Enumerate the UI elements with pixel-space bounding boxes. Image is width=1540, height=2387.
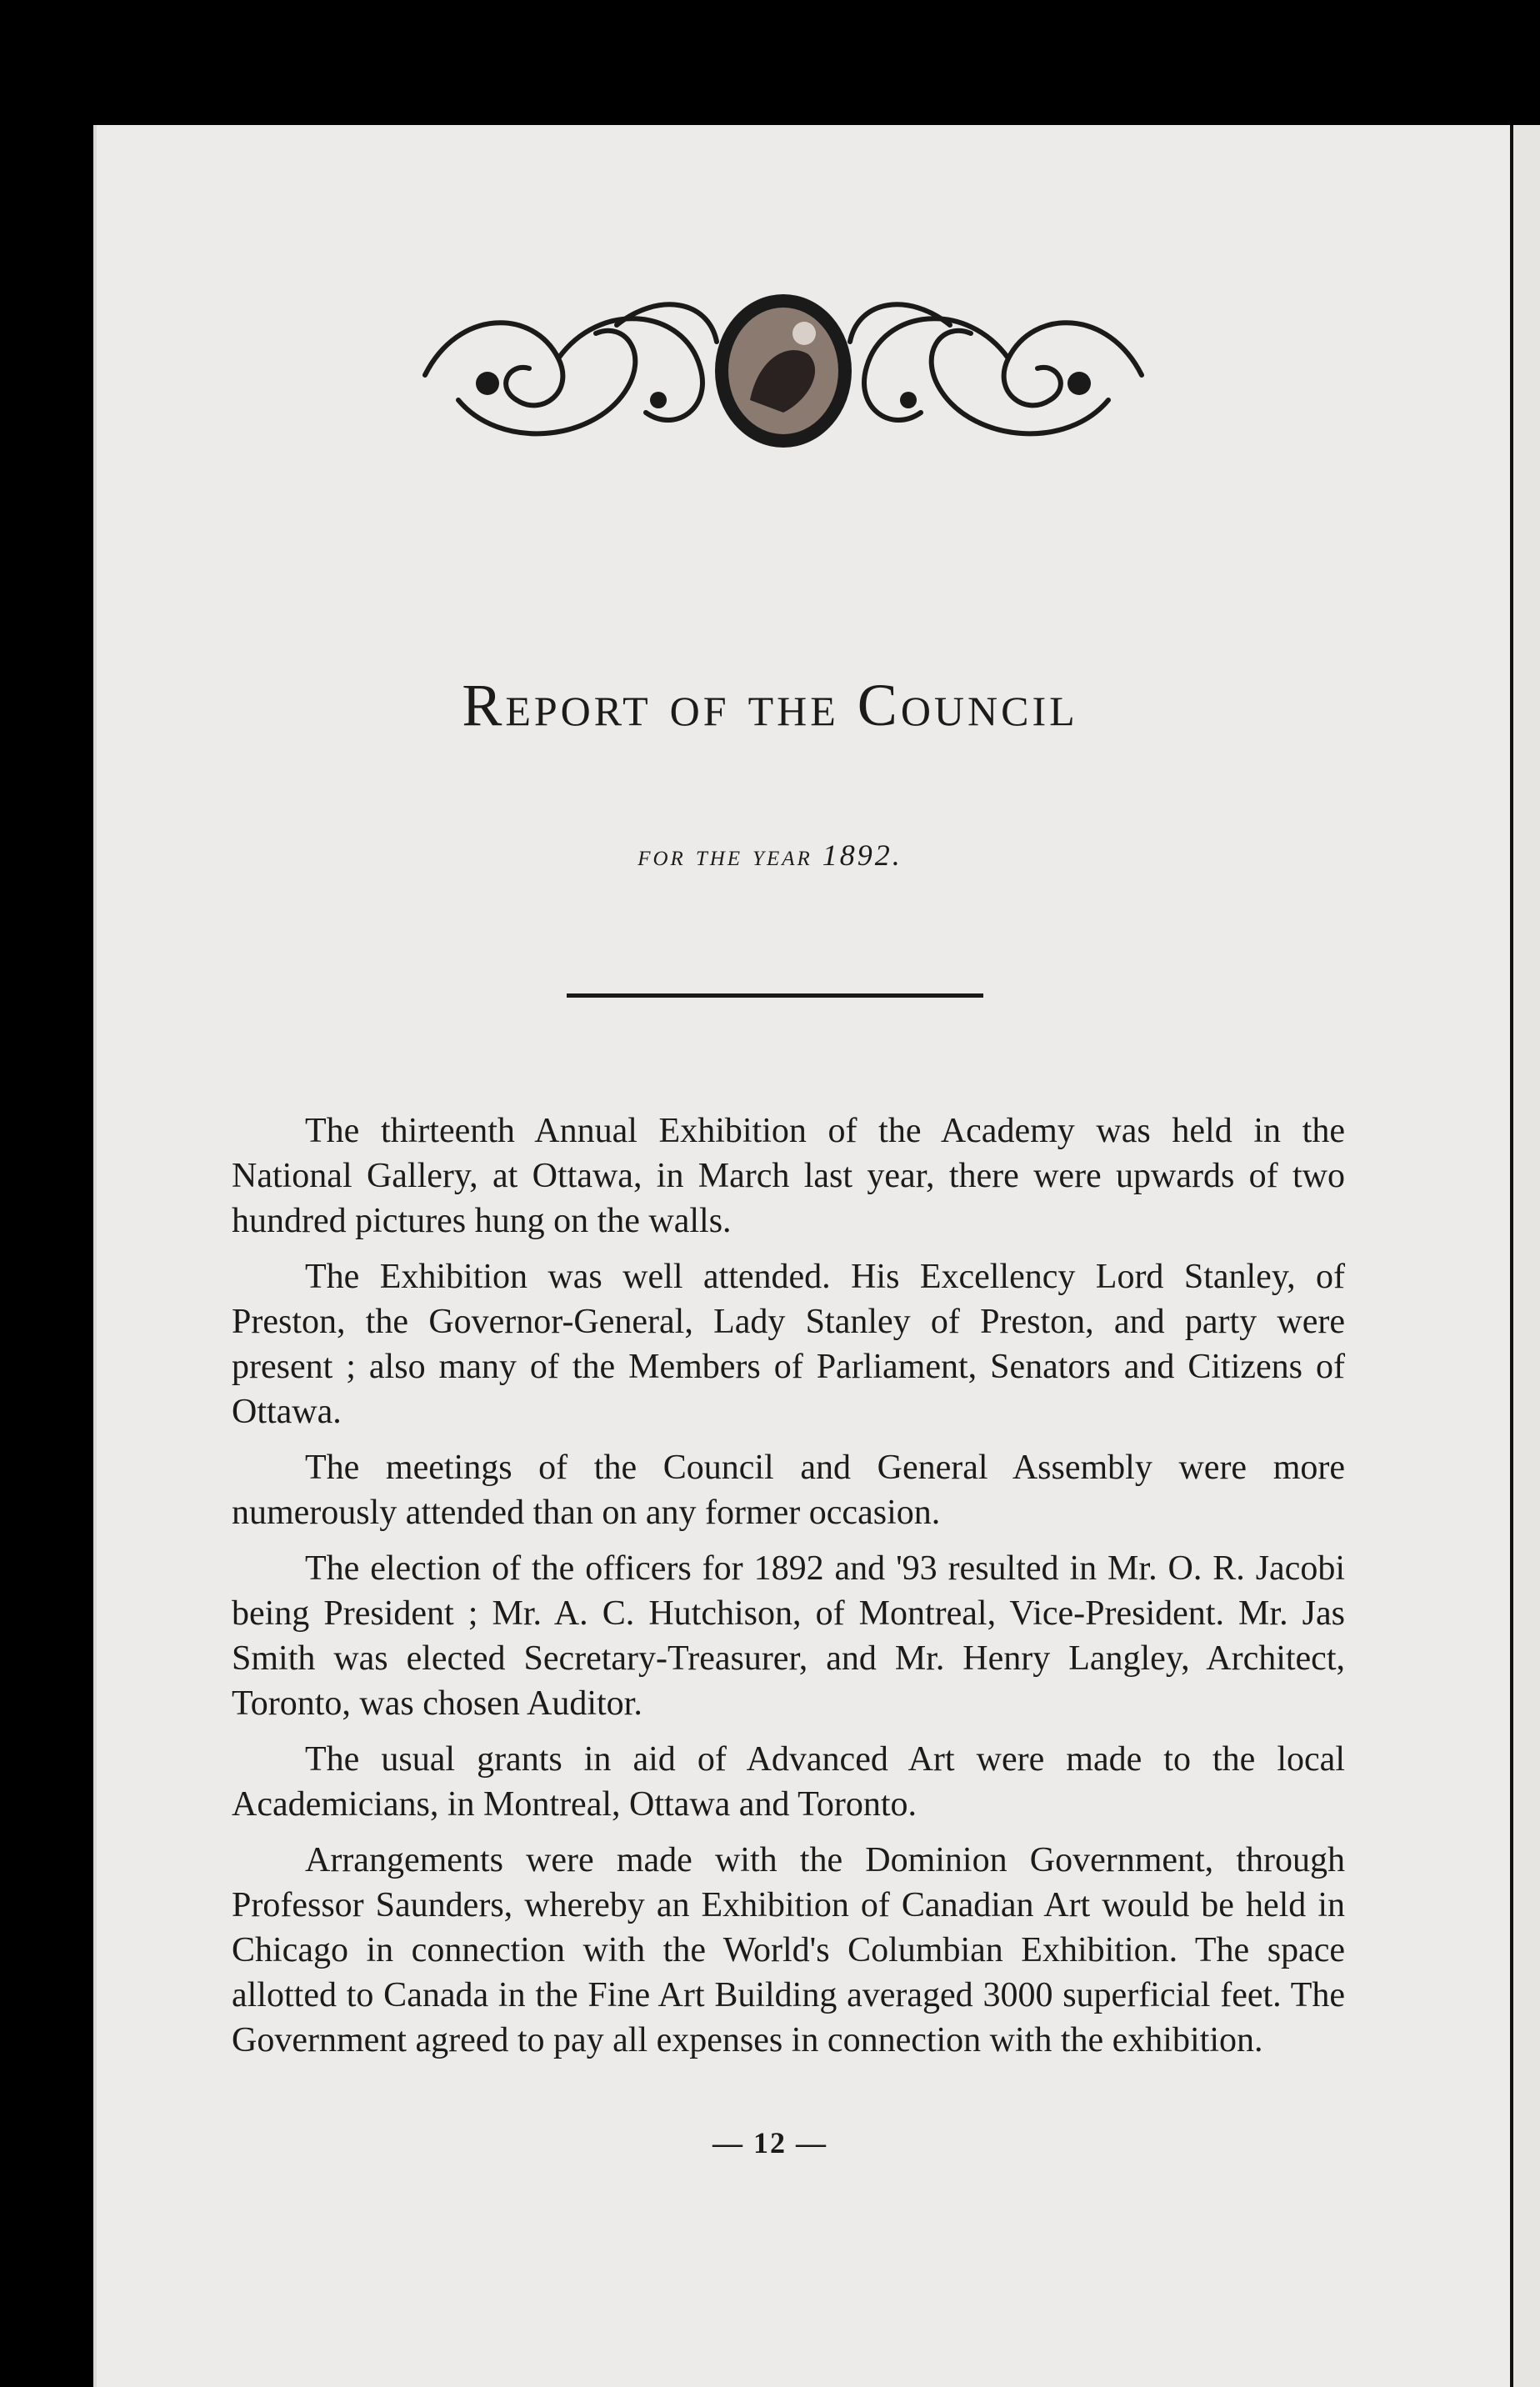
paragraph: The usual grants in aid of Advanced Art were made to the local Academicians, in Montreal, Ottawa and Toronto.	[232, 1740, 1345, 1824]
paragraph: The thirteenth Annual Exhibition of the Academy was held in the National Gallery, at Ottawa, in March last year, there were upwards of two hundred pictures hung on the walls.	[232, 1112, 1345, 1240]
paragraph: The Exhibition was well attended. His Excellency Lord Stanley, of Preston, the Governor-General, Lady Stanley of Preston, and party were present ; also many of the Members of Parliament, Senators and Citizens of Ottawa.	[232, 1258, 1345, 1431]
scan-background	[0, 0, 1540, 125]
page-title: Report of the Council	[462, 672, 1078, 738]
adjacent-page-edge	[1510, 125, 1540, 2387]
divider-rule	[567, 993, 983, 998]
report-body	[232, 1108, 1345, 2074]
paragraph: The meetings of the Council and General Assembly were more numerously attended than on any former occasion.	[232, 1449, 1345, 1532]
paragraph: The election of the officers for 1892 and '93 resulted in Mr. O. R. Jacobi being President ; Mr. A. C. Hutchison, of Montreal, Vice-President. Mr. Jas Smith was elected Secretary-Treasurer, and Mr. Henry Langley, Architect, Toronto, was chosen Auditor.	[232, 1549, 1345, 1723]
page-number: — 12 —	[712, 2126, 828, 2159]
paragraph: Arrangements were made with the Dominion Government, through Professor Saunders, whereby an Exhibition of Canadian Art would be held in Chicago in connection with the World's Columbian Exhibition. The space allotted to Canada in the Fine Art Building averaged 3000 superficial feet. The Government agreed to pay all expenses in connection with the exhibition.	[232, 1841, 1345, 2059]
scroll-ornament-icon	[408, 275, 1158, 467]
page-subtitle: for the year 1892.	[638, 838, 902, 872]
